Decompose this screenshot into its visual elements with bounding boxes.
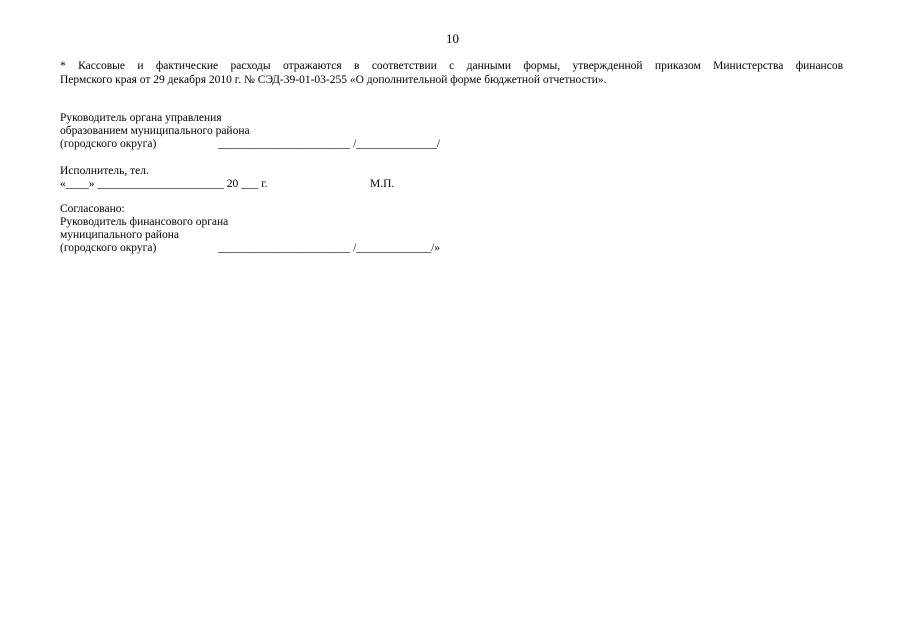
footnote-line-2: Пермского края от 29 декабря 2010 г. № СЭД-39-01-03-255 «О дополнительной форме бюджетной отчетности».	[60, 74, 607, 86]
head-title-line-3: (городского округа)	[60, 138, 157, 150]
head-title-line-2: образованием муниципального района	[60, 125, 250, 137]
head-title-line-1: Руководитель органа управления	[60, 112, 222, 124]
approval-title-line-1: Руководитель финансового органа	[60, 216, 229, 228]
executor-label: Исполнитель, тел.	[60, 165, 149, 177]
approval-label: Согласовано:	[60, 203, 125, 215]
approval-title-line-2: муниципального района	[60, 229, 179, 241]
page-number: 10	[446, 31, 459, 46]
approval-signature-line: _______________________ /_____________/»	[218, 242, 441, 254]
stamp-placeholder: М.П.	[370, 178, 395, 190]
approval-title-line-3: (городского округа)	[60, 242, 157, 254]
footnote-line-1: * Кассовые и фактические расходы отражаются в соответствии с данными формы, утвержденной приказом Министерства финансов	[60, 60, 843, 72]
executor-date-line: «____» ______________________ 20 ___ г.	[60, 178, 268, 190]
head-signature-line: _______________________ /______________/	[218, 138, 441, 150]
